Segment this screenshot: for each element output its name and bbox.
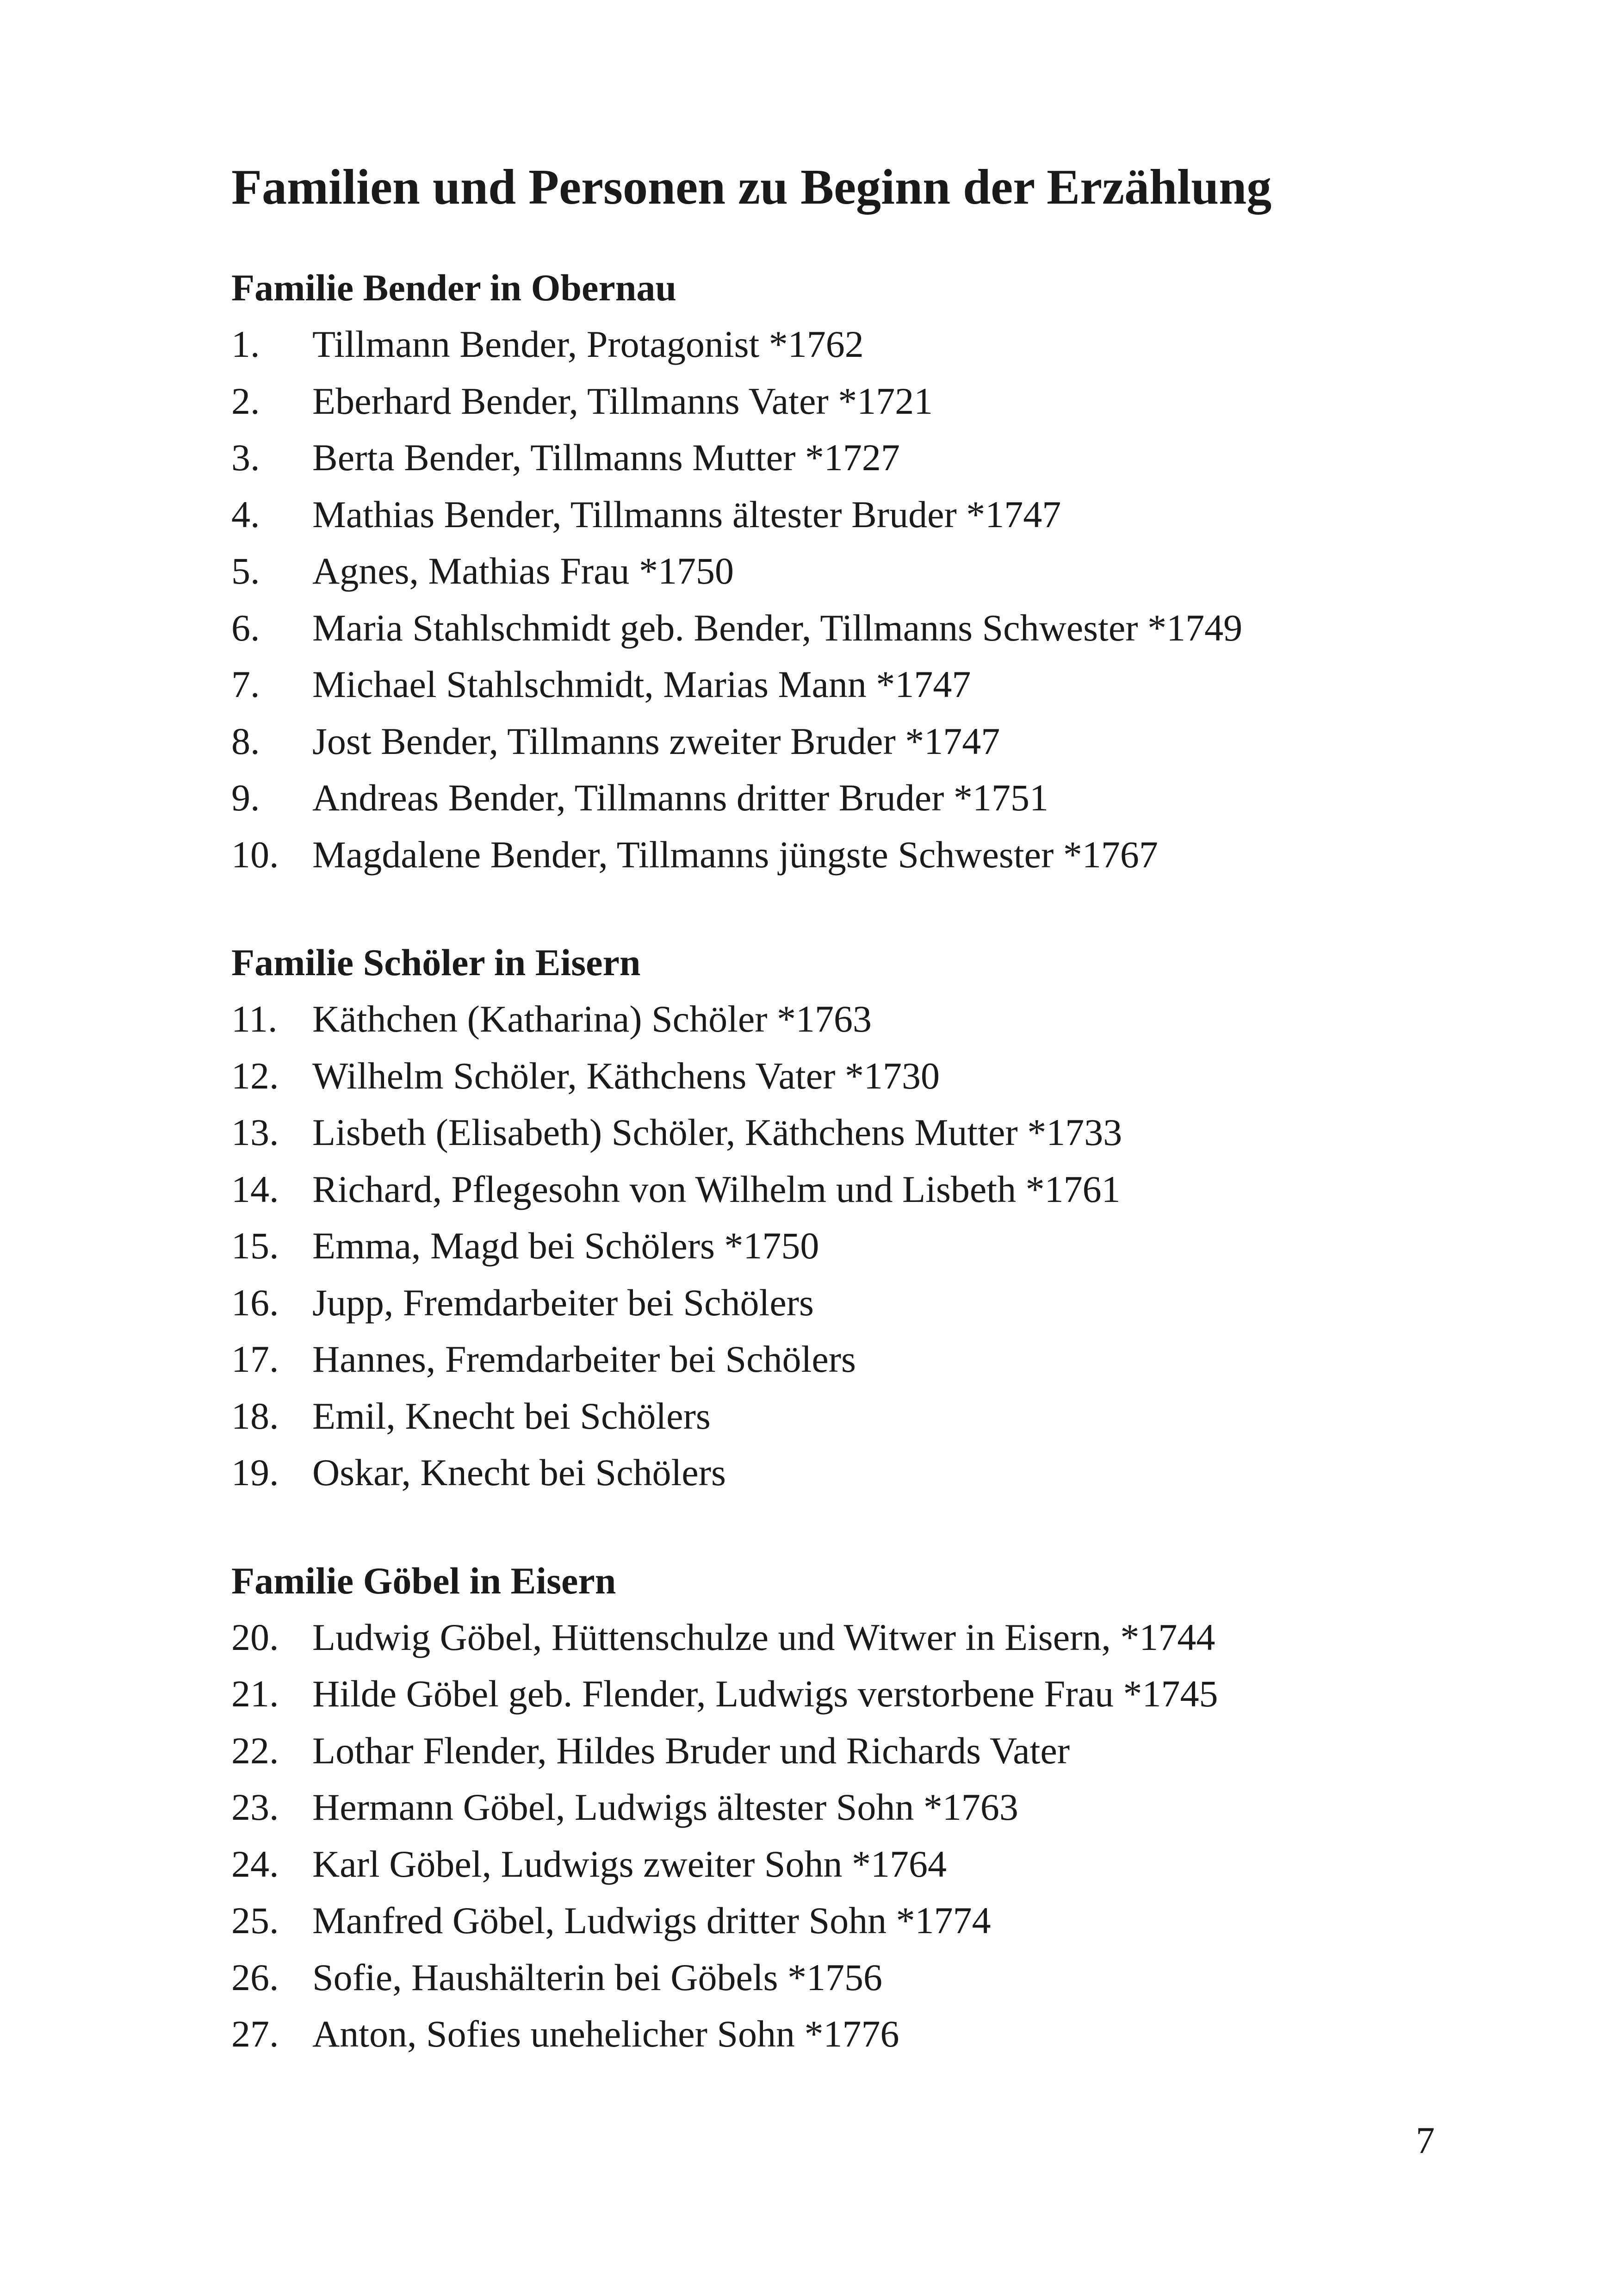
section-heading: Familie Schöler in Eisern xyxy=(231,941,641,983)
item-number: 26. xyxy=(231,1956,279,1998)
family-section xyxy=(231,1552,1481,2063)
page-number: 7 xyxy=(1416,2119,1435,2161)
page-content xyxy=(231,153,1481,2114)
item-text: Lothar Flender, Hildes Bruder und Richards Vater xyxy=(312,1729,1070,1772)
item-text: Emil, Knecht bei Schölers xyxy=(312,1394,711,1437)
item-number: 6. xyxy=(231,606,260,649)
list-item xyxy=(231,1218,1481,1275)
item-text: Jost Bender, Tillmanns zweiter Bruder *1747 xyxy=(312,720,1000,762)
item-text: Wilhelm Schöler, Käthchens Vater *1730 xyxy=(312,1054,940,1097)
list-item xyxy=(231,1779,1481,1836)
list-item xyxy=(231,1892,1481,1949)
item-number: 5. xyxy=(231,550,260,592)
item-number: 2. xyxy=(231,380,260,422)
family-section xyxy=(231,259,1481,883)
item-text: Magdalene Bender, Tillmanns jüngste Schwester *1767 xyxy=(312,833,1158,876)
item-number: 27. xyxy=(231,2013,279,2055)
item-number: 17. xyxy=(231,1338,279,1380)
section-heading: Familie Göbel in Eisern xyxy=(231,1559,616,1602)
list-item xyxy=(231,2006,1481,2063)
list-item xyxy=(231,1161,1481,1218)
item-text: Tillmann Bender, Protagonist *1762 xyxy=(312,323,864,365)
item-text: Hermann Göbel, Ludwigs ältester Sohn *1763 xyxy=(312,1786,1018,1828)
list-item xyxy=(231,600,1481,657)
item-text: Berta Bender, Tillmanns Mutter *1727 xyxy=(312,436,900,479)
section-heading: Familie Bender in Obernau xyxy=(231,267,677,309)
item-text: Sofie, Haushälterin bei Göbels *1756 xyxy=(312,1956,883,1998)
item-number: 9. xyxy=(231,777,260,819)
item-text: Oskar, Knecht bei Schölers xyxy=(312,1451,726,1493)
item-number: 22. xyxy=(231,1729,279,1772)
item-number: 24. xyxy=(231,1842,279,1885)
item-number: 18. xyxy=(231,1394,279,1437)
item-text: Manfred Göbel, Ludwigs dritter Sohn *1774 xyxy=(312,1899,991,1941)
list-item xyxy=(231,429,1481,486)
item-text: Eberhard Bender, Tillmanns Vater *1721 xyxy=(312,380,933,422)
item-number: 13. xyxy=(231,1111,279,1153)
list-item xyxy=(231,656,1481,713)
item-text: Hilde Göbel geb. Flender, Ludwigs verstorbene Frau *1745 xyxy=(312,1673,1218,1715)
item-text: Andreas Bender, Tillmanns dritter Bruder *1751 xyxy=(312,777,1048,819)
person-list xyxy=(231,991,1481,1501)
item-number: 11. xyxy=(231,998,278,1040)
list-item xyxy=(231,1723,1481,1780)
list-item xyxy=(231,991,1481,1048)
list-item xyxy=(231,1666,1481,1723)
list-item xyxy=(231,1331,1481,1388)
list-item xyxy=(231,1388,1481,1445)
page-title: Familien und Personen zu Beginn der Erzählung xyxy=(231,160,1272,215)
item-text: Maria Stahlschmidt geb. Bender, Tillmanns Schwester *1749 xyxy=(312,606,1243,649)
list-item xyxy=(231,316,1481,373)
item-number: 1. xyxy=(231,323,260,365)
item-text: Agnes, Mathias Frau *1750 xyxy=(312,550,734,592)
item-number: 3. xyxy=(231,436,260,479)
item-text: Käthchen (Katharina) Schöler *1763 xyxy=(312,998,872,1040)
item-number: 16. xyxy=(231,1281,279,1324)
item-text: Anton, Sofies unehelicher Sohn *1776 xyxy=(312,2013,899,2055)
item-text: Emma, Magd bei Schölers *1750 xyxy=(312,1225,819,1267)
list-item xyxy=(231,1048,1481,1105)
person-list xyxy=(231,316,1481,883)
list-item xyxy=(231,827,1481,884)
item-number: 8. xyxy=(231,720,260,762)
item-text: Karl Göbel, Ludwigs zweiter Sohn *1764 xyxy=(312,1842,947,1885)
item-text: Hannes, Fremdarbeiter bei Schölers xyxy=(312,1338,856,1380)
list-item xyxy=(231,373,1481,430)
item-number: 15. xyxy=(231,1225,279,1267)
list-item xyxy=(231,1275,1481,1332)
list-item xyxy=(231,1104,1481,1161)
list-item xyxy=(231,486,1481,543)
item-text: Michael Stahlschmidt, Marias Mann *1747 xyxy=(312,663,971,705)
list-item xyxy=(231,713,1481,770)
item-number: 10. xyxy=(231,833,279,876)
family-section xyxy=(231,934,1481,1501)
list-item xyxy=(231,770,1481,827)
item-number: 7. xyxy=(231,663,260,705)
item-number: 4. xyxy=(231,493,260,535)
item-number: 14. xyxy=(231,1168,279,1210)
item-number: 20. xyxy=(231,1616,279,1658)
item-number: 25. xyxy=(231,1899,279,1941)
list-item xyxy=(231,1609,1481,1666)
sections-container xyxy=(231,259,1481,2063)
list-item xyxy=(231,1836,1481,1893)
list-item xyxy=(231,543,1481,600)
item-text: Lisbeth (Elisabeth) Schöler, Käthchens Mutter *1733 xyxy=(312,1111,1122,1153)
item-number: 23. xyxy=(231,1786,279,1828)
list-item xyxy=(231,1444,1481,1501)
item-text: Jupp, Fremdarbeiter bei Schölers xyxy=(312,1281,814,1324)
item-number: 19. xyxy=(231,1451,279,1493)
item-text: Ludwig Göbel, Hüttenschulze und Witwer in Eisern, *1744 xyxy=(312,1616,1215,1658)
list-item xyxy=(231,1949,1481,2006)
person-list xyxy=(231,1609,1481,2063)
item-text: Richard, Pflegesohn von Wilhelm und Lisbeth *1761 xyxy=(312,1168,1121,1210)
item-number: 21. xyxy=(231,1673,279,1715)
item-number: 12. xyxy=(231,1054,279,1097)
item-text: Mathias Bender, Tillmanns ältester Bruder *1747 xyxy=(312,493,1061,535)
